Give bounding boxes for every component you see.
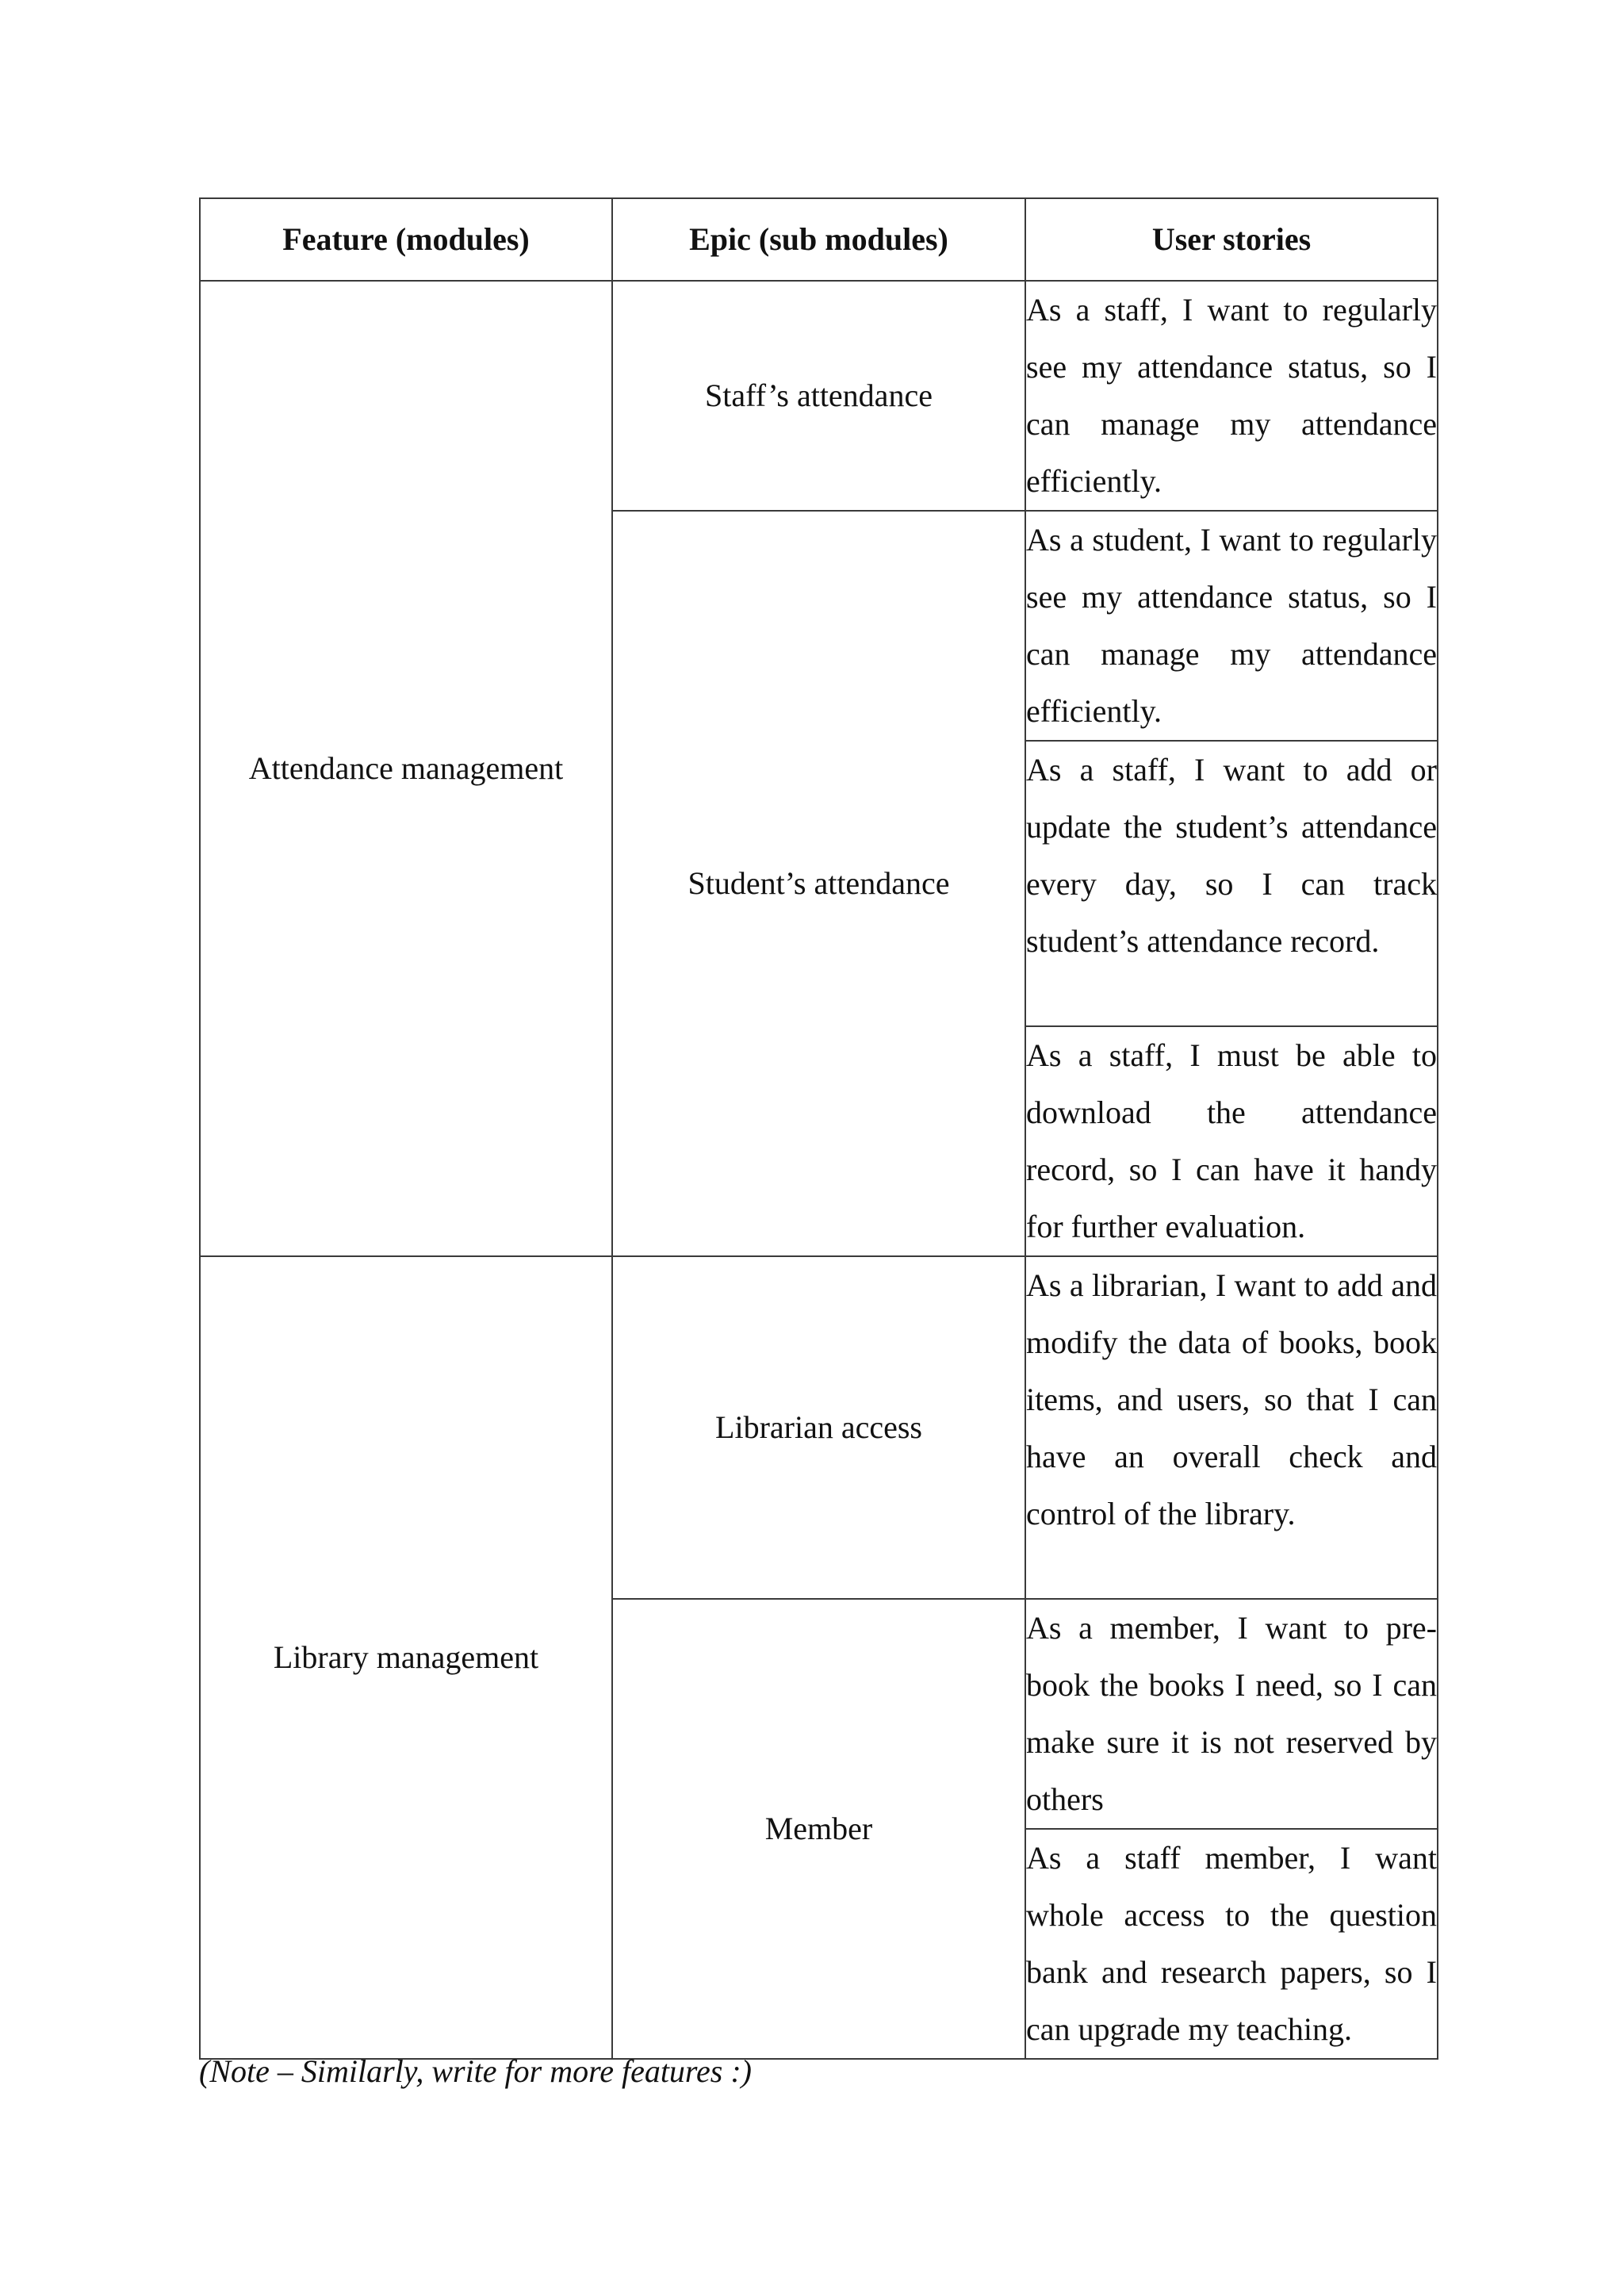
table-header-row [200,198,1438,281]
header-feature: Feature (modules) [200,198,612,281]
epic-cell: Student’s attendance [612,511,1025,1256]
user-story-cell: As a staff, I want to add or update the student’s attendance every day, so I can track student’s attendance record. [1025,741,1438,1026]
feature-cell: Library management [200,1256,612,2059]
table-row [200,281,1438,511]
user-story-cell: As a student, I want to regularly see my attendance status, so I can manage my attendance efficiently. [1025,511,1438,741]
epic-cell: Member [612,1599,1025,2059]
epic-cell: Staff’s attendance [612,281,1025,511]
header-epic: Epic (sub modules) [612,198,1025,281]
user-story-cell: As a staff, I must be able to download the attendance record, so I can have it handy for further evaluation. [1025,1026,1438,1256]
epic-cell: Librarian access [612,1256,1025,1599]
feature-cell: Attendance management [200,281,612,1256]
user-story-cell: As a staff member, I want whole access to the question bank and research papers, so I can upgrade my teaching. [1025,1829,1438,2059]
note-text: (Note – Similarly, write for more features :) [199,2053,752,2089]
user-story-cell: As a staff, I want to regularly see my attendance status, so I can manage my attendance efficiently. [1025,281,1438,511]
header-user-stories: User stories [1025,198,1438,281]
user-story-cell: As a librarian, I want to add and modify the data of books, book items, and users, so that I can have an overall check and control of the library. [1025,1256,1438,1599]
user-stories-table [199,197,1438,2060]
user-story-cell: As a member, I want to pre-book the books I need, so I can make sure it is not reserved by others [1025,1599,1438,1829]
table-row [200,1256,1438,1599]
